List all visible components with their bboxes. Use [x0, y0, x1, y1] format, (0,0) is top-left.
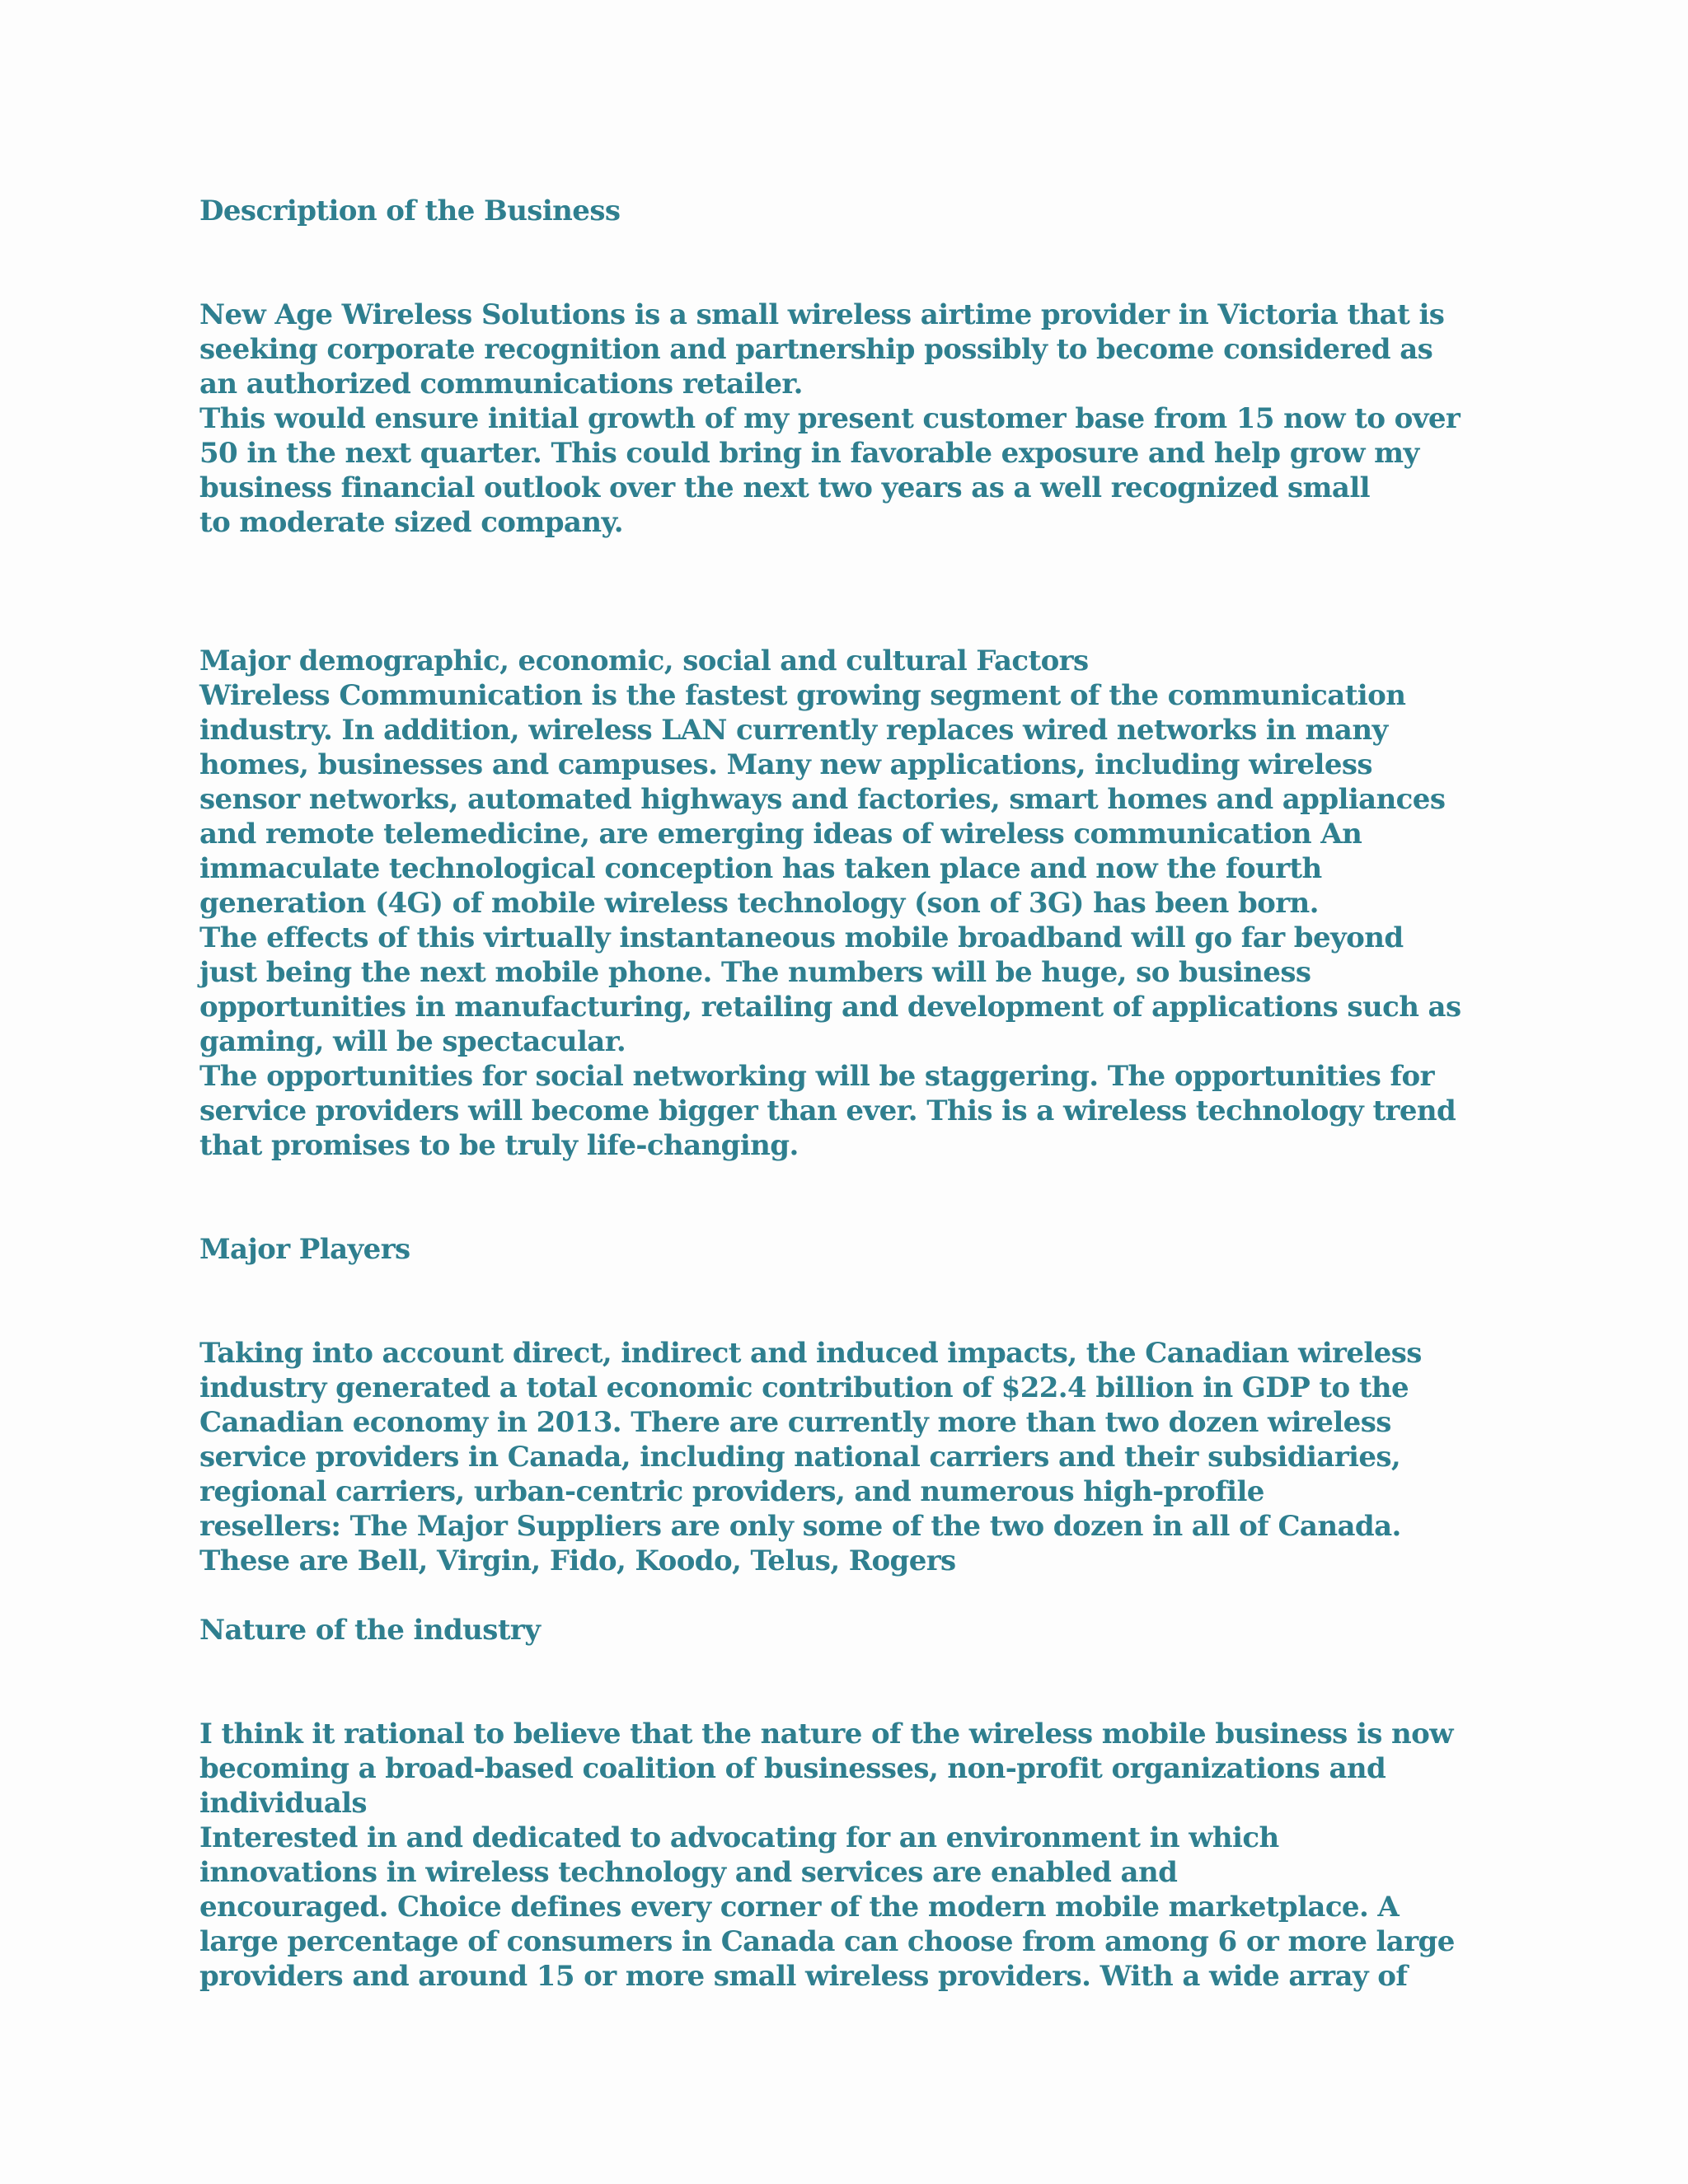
text-line: innovations in wireless technology and services are enabled and — [199, 1856, 1178, 1889]
text-line: New Age Wireless Solutions is a small wireless airtime provider in Victoria that is — [199, 298, 1445, 331]
paragraph-major-players — [199, 1336, 1518, 1578]
text-line: opportunities in manufacturing, retailing and development of applications such as — [199, 991, 1461, 1024]
text-line: The effects of this virtually instantaneous mobile broadband will go far beyond — [199, 921, 1404, 954]
text-line: Interested in and dedicated to advocating for an environment in which — [199, 1821, 1279, 1854]
heading-major-players: Major Players — [199, 1233, 410, 1266]
text-line: industry. In addition, wireless LAN currently replaces wired networks in many — [199, 714, 1388, 747]
text-line: becoming a broad-based coalition of businesses, non-profit organizations and — [199, 1752, 1386, 1785]
text-line: sensor networks, automated highways and factories, smart homes and appliances — [199, 783, 1446, 816]
text-line: 50 in the next quarter. This could bring in favorable exposure and help grow my — [199, 437, 1419, 470]
text-line: service providers in Canada, including national carriers and their subsidiaries, — [199, 1441, 1401, 1474]
text-line: that promises to be truly life-changing. — [199, 1129, 799, 1162]
heading-major-factors: Major demographic, economic, social and cultural Factors — [199, 644, 1089, 677]
text-line: This would ensure initial growth of my present customer base from 15 now to over — [199, 402, 1461, 435]
text-line: The opportunities for social networking will be staggering. The opportunities for — [199, 1060, 1434, 1093]
text-line: providers and around 15 or more small wireless providers. With a wide array of — [199, 1960, 1408, 1993]
text-line: immaculate technological conception has taken place and now the fourth — [199, 852, 1322, 885]
text-line: individuals — [199, 1787, 367, 1820]
paragraph-major-factors — [199, 678, 1518, 1163]
text-line: just being the next mobile phone. The numbers will be huge, so business — [199, 956, 1311, 989]
text-line: gaming, will be spectacular. — [199, 1025, 626, 1058]
text-line: large percentage of consumers in Canada can choose from among 6 or more large — [199, 1925, 1455, 1958]
document-body — [199, 194, 1518, 1994]
text-line: business financial outlook over the next two years as a well recognized small — [199, 471, 1370, 504]
text-line: encouraged. Choice defines every corner of the modern mobile marketplace. A — [199, 1891, 1400, 1924]
text-line: seeking corporate recognition and partnership possibly to become considered as — [199, 333, 1433, 366]
text-line: These are Bell, Virgin, Fido, Koodo, Telus, Rogers — [199, 1544, 956, 1577]
text-line: I think it rational to believe that the nature of the wireless mobile business is now — [199, 1718, 1453, 1750]
text-line: service providers will become bigger than ever. This is a wireless technology trend — [199, 1094, 1456, 1127]
text-line: resellers: The Major Suppliers are only some of the two dozen in all of Canada. — [199, 1510, 1401, 1543]
text-line: regional carriers, urban-centric providers, and numerous high-profile — [199, 1475, 1264, 1508]
text-line: Canadian economy in 2013. There are currently more than two dozen wireless — [199, 1406, 1391, 1439]
text-line: Wireless Communication is the fastest growing segment of the communication — [199, 679, 1406, 712]
paragraph-business-description — [199, 298, 1518, 540]
paragraph-nature-of-industry — [199, 1717, 1518, 1994]
text-line: homes, businesses and campuses. Many new applications, including wireless — [199, 748, 1372, 781]
text-line: generation (4G) of mobile wireless technology (son of 3G) has been born. — [199, 887, 1319, 920]
text-line: industry generated a total economic contribution of $22.4 billion in GDP to the — [199, 1371, 1409, 1404]
heading-description-of-business: Description of the Business — [199, 194, 621, 227]
text-line: and remote telemedicine, are emerging ideas of wireless communication An — [199, 818, 1362, 851]
text-line: Taking into account direct, indirect and induced impacts, the Canadian wireless — [199, 1337, 1422, 1370]
text-line: an authorized communications retailer. — [199, 368, 803, 401]
heading-nature-of-industry: Nature of the industry — [199, 1614, 541, 1647]
text-line: to moderate sized company. — [199, 506, 623, 539]
